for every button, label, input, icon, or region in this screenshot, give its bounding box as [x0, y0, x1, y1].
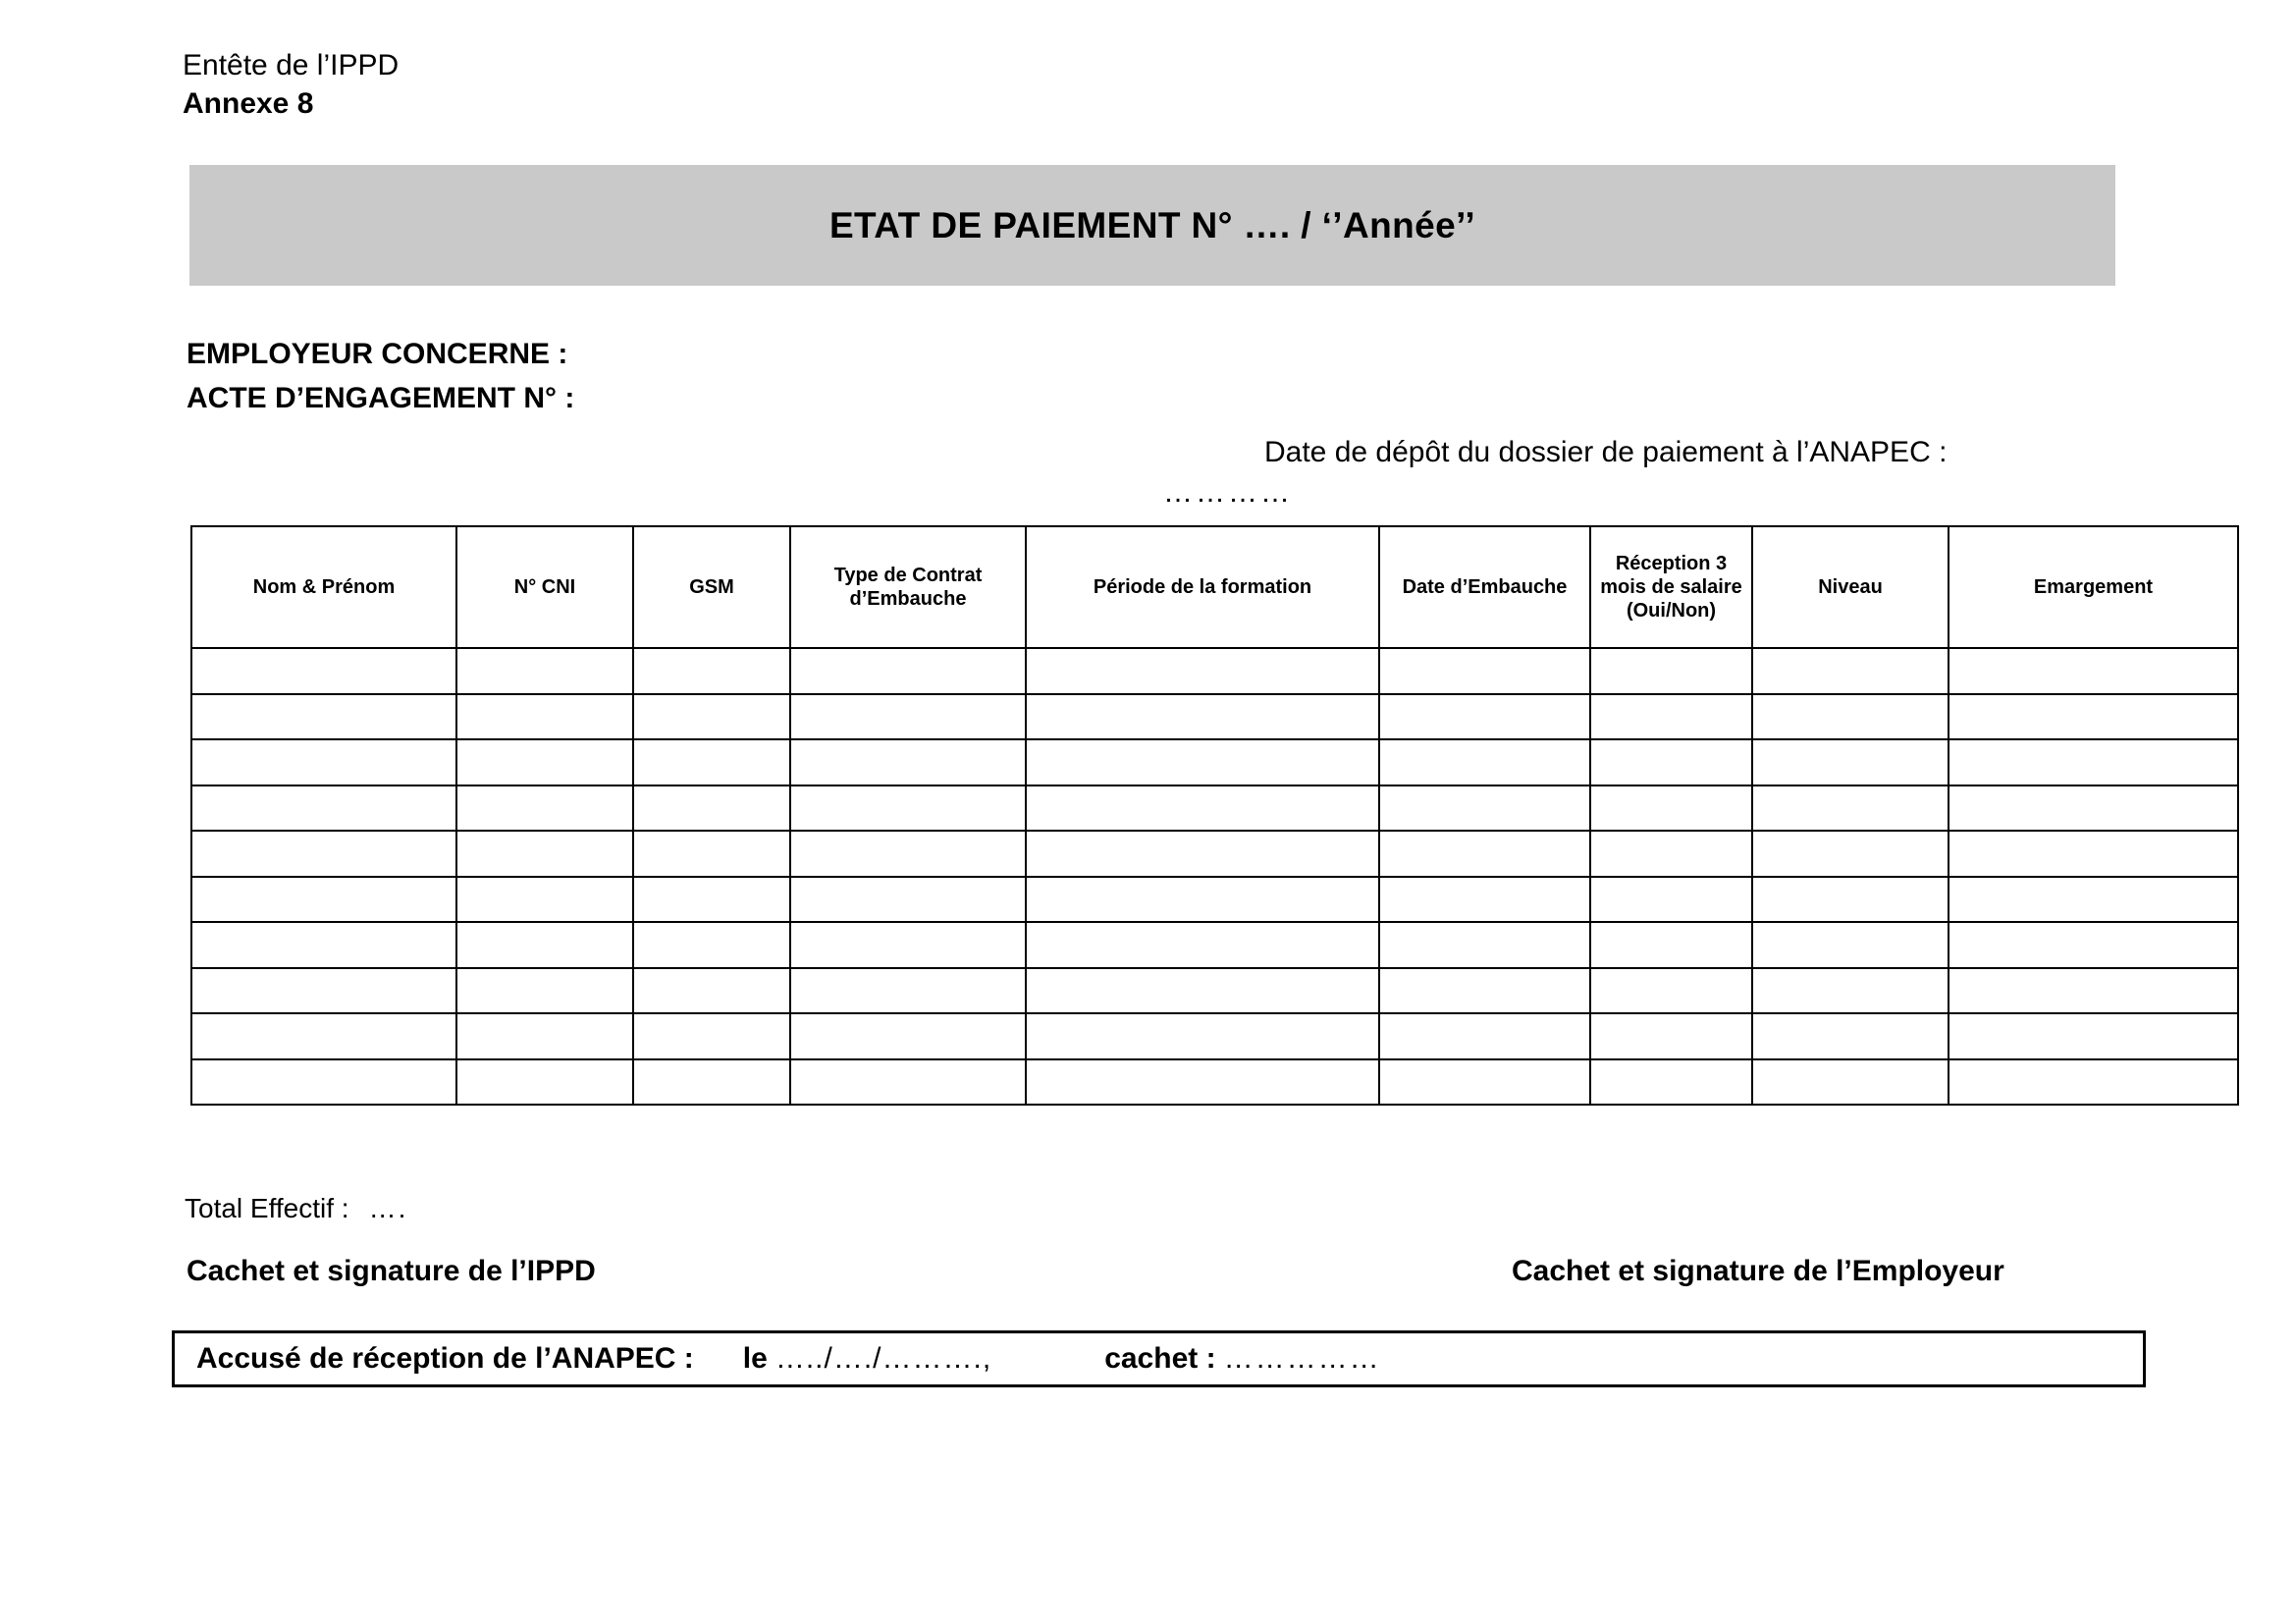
total-effectif: [185, 1193, 407, 1224]
cell-periode-formation[interactable]: [1026, 694, 1379, 740]
cell-date-embauche[interactable]: [1379, 1013, 1590, 1059]
cell-niveau[interactable]: [1752, 831, 1949, 877]
cell-reception-salaire[interactable]: [1590, 831, 1752, 877]
cell-cni[interactable]: [456, 694, 633, 740]
cell-nom-prenom[interactable]: [191, 785, 456, 832]
cell-cni[interactable]: [456, 739, 633, 785]
cell-gsm[interactable]: [633, 877, 790, 923]
table-row: [191, 968, 2238, 1014]
cell-cni[interactable]: [456, 785, 633, 832]
cell-gsm[interactable]: [633, 1013, 790, 1059]
cell-periode-formation[interactable]: [1026, 877, 1379, 923]
cell-niveau[interactable]: [1752, 739, 1949, 785]
cell-emargement[interactable]: [1949, 739, 2238, 785]
cell-nom-prenom[interactable]: [191, 648, 456, 694]
cell-periode-formation[interactable]: [1026, 648, 1379, 694]
employer-section: [187, 332, 574, 420]
table-row: [191, 922, 2238, 968]
header-entete-text: Entête de l’IPPD: [183, 49, 400, 81]
deposit-date-label: Date de dépôt du dossier de paiement à l’ANAPEC :: [1264, 436, 1948, 468]
cell-reception-salaire[interactable]: [1590, 968, 1752, 1014]
table-row: [191, 1013, 2238, 1059]
cell-gsm[interactable]: [633, 922, 790, 968]
column-header-nom-prenom: Nom & Prénom: [191, 526, 456, 648]
cell-nom-prenom[interactable]: [191, 968, 456, 1014]
table-body: [191, 648, 2238, 1105]
cell-date-embauche[interactable]: [1379, 922, 1590, 968]
column-header-periode-formation: Période de la formation: [1026, 526, 1379, 648]
cell-reception-salaire[interactable]: [1590, 694, 1752, 740]
cell-type-contrat[interactable]: [790, 648, 1026, 694]
cell-nom-prenom[interactable]: [191, 922, 456, 968]
column-header-reception-salaire: Réception 3 mois de salaire (Oui/Non): [1590, 526, 1752, 648]
cell-type-contrat[interactable]: [790, 785, 1026, 832]
cell-type-contrat[interactable]: [790, 922, 1026, 968]
accuse-reception-label: Accusé de réception de l’ANAPEC :: [196, 1342, 694, 1375]
accuse-cachet-label: cachet :: [1104, 1342, 1216, 1375]
signature-employeur-label: Cachet et signature de l’Employeur: [1512, 1255, 2004, 1287]
cell-reception-salaire[interactable]: [1590, 739, 1752, 785]
cell-cni[interactable]: [456, 831, 633, 877]
column-header-type-contrat: Type de Contrat d’Embauche: [790, 526, 1026, 648]
cell-periode-formation[interactable]: [1026, 831, 1379, 877]
cell-date-embauche[interactable]: [1379, 968, 1590, 1014]
cell-type-contrat[interactable]: [790, 739, 1026, 785]
column-header-cni: N° CNI: [456, 526, 633, 648]
cell-periode-formation[interactable]: [1026, 739, 1379, 785]
column-header-gsm: GSM: [633, 526, 790, 648]
cell-niveau[interactable]: [1752, 694, 1949, 740]
cell-niveau[interactable]: [1752, 648, 1949, 694]
cell-reception-salaire[interactable]: [1590, 1013, 1752, 1059]
cell-cni[interactable]: [456, 1059, 633, 1106]
cell-gsm[interactable]: [633, 968, 790, 1014]
table-row: [191, 648, 2238, 694]
cell-date-embauche[interactable]: [1379, 648, 1590, 694]
cell-gsm[interactable]: [633, 831, 790, 877]
cell-emargement[interactable]: [1949, 877, 2238, 923]
cell-type-contrat[interactable]: [790, 968, 1026, 1014]
cell-emargement[interactable]: [1949, 831, 2238, 877]
title-bar: [189, 165, 2115, 286]
employeur-concerne-label: EMPLOYEUR CONCERNE :: [187, 338, 568, 370]
cell-niveau[interactable]: [1752, 785, 1949, 832]
cell-periode-formation[interactable]: [1026, 968, 1379, 1014]
total-effectif-value[interactable]: ….: [368, 1193, 408, 1223]
cell-emargement[interactable]: [1949, 785, 2238, 832]
cell-gsm[interactable]: [633, 694, 790, 740]
cell-date-embauche[interactable]: [1379, 1059, 1590, 1106]
cell-date-embauche[interactable]: [1379, 877, 1590, 923]
cell-reception-salaire[interactable]: [1590, 785, 1752, 832]
cell-emargement[interactable]: [1949, 1013, 2238, 1059]
cell-gsm[interactable]: [633, 648, 790, 694]
accuse-reception-box: [172, 1330, 2146, 1387]
deposit-date-field[interactable]: …………: [1163, 476, 1293, 509]
cell-gsm[interactable]: [633, 739, 790, 785]
cell-nom-prenom[interactable]: [191, 877, 456, 923]
cell-date-embauche[interactable]: [1379, 694, 1590, 740]
cell-cni[interactable]: [456, 922, 633, 968]
cell-type-contrat[interactable]: [790, 831, 1026, 877]
table-row: [191, 831, 2238, 877]
cell-niveau[interactable]: [1752, 968, 1949, 1014]
page-title: ETAT DE PAIEMENT N° …. / ‘’Année’’: [828, 204, 1476, 245]
payment-table: [190, 525, 2239, 1106]
cell-type-contrat[interactable]: [790, 877, 1026, 923]
cell-cni[interactable]: [456, 877, 633, 923]
cell-periode-formation[interactable]: [1026, 785, 1379, 832]
cell-type-contrat[interactable]: [790, 1059, 1026, 1106]
cell-nom-prenom[interactable]: [191, 831, 456, 877]
table-row: [191, 785, 2238, 832]
cell-emargement[interactable]: [1949, 694, 2238, 740]
total-effectif-label: Total Effectif :: [185, 1193, 349, 1223]
table-header-row: [191, 526, 2238, 648]
cell-nom-prenom[interactable]: [191, 1059, 456, 1106]
cell-emargement[interactable]: [1949, 1059, 2238, 1106]
signature-ippd-label: Cachet et signature de l’IPPD: [187, 1255, 596, 1287]
accuse-date-field[interactable]: …../…./……….,: [774, 1342, 992, 1375]
document-header: [183, 47, 399, 124]
cell-reception-salaire[interactable]: [1590, 1059, 1752, 1106]
cell-date-embauche[interactable]: [1379, 739, 1590, 785]
table-row: [191, 739, 2238, 785]
cell-nom-prenom[interactable]: [191, 739, 456, 785]
column-header-niveau: Niveau: [1752, 526, 1949, 648]
cell-emargement[interactable]: [1949, 922, 2238, 968]
table-row: [191, 877, 2238, 923]
cell-niveau[interactable]: [1752, 1013, 1949, 1059]
cell-type-contrat[interactable]: [790, 1013, 1026, 1059]
accuse-le-label: le: [742, 1342, 768, 1375]
cell-type-contrat[interactable]: [790, 694, 1026, 740]
cell-reception-salaire[interactable]: [1590, 922, 1752, 968]
column-header-emargement: Emargement: [1949, 526, 2238, 648]
cell-nom-prenom[interactable]: [191, 694, 456, 740]
cell-cni[interactable]: [456, 1013, 633, 1059]
cell-cni[interactable]: [456, 648, 633, 694]
table-row: [191, 694, 2238, 740]
cell-niveau[interactable]: [1752, 922, 1949, 968]
cell-reception-salaire[interactable]: [1590, 648, 1752, 694]
cell-reception-salaire[interactable]: [1590, 877, 1752, 923]
cell-emargement[interactable]: [1949, 648, 2238, 694]
cell-cni[interactable]: [456, 968, 633, 1014]
accuse-cachet-field[interactable]: ……………: [1223, 1342, 1381, 1375]
acte-engagement-label: ACTE D’ENGAGEMENT N° :: [187, 382, 575, 414]
cell-niveau[interactable]: [1752, 1059, 1949, 1106]
column-header-date-embauche: Date d’Embauche: [1379, 526, 1590, 648]
cell-date-embauche[interactable]: [1379, 831, 1590, 877]
cell-nom-prenom[interactable]: [191, 1013, 456, 1059]
cell-gsm[interactable]: [633, 1059, 790, 1106]
cell-periode-formation[interactable]: [1026, 1013, 1379, 1059]
table-row: [191, 1059, 2238, 1106]
cell-niveau[interactable]: [1752, 877, 1949, 923]
cell-date-embauche[interactable]: [1379, 785, 1590, 832]
cell-gsm[interactable]: [633, 785, 790, 832]
cell-emargement[interactable]: [1949, 968, 2238, 1014]
header-annexe-text: Annexe 8: [183, 87, 314, 120]
cell-periode-formation[interactable]: [1026, 922, 1379, 968]
cell-periode-formation[interactable]: [1026, 1059, 1379, 1106]
